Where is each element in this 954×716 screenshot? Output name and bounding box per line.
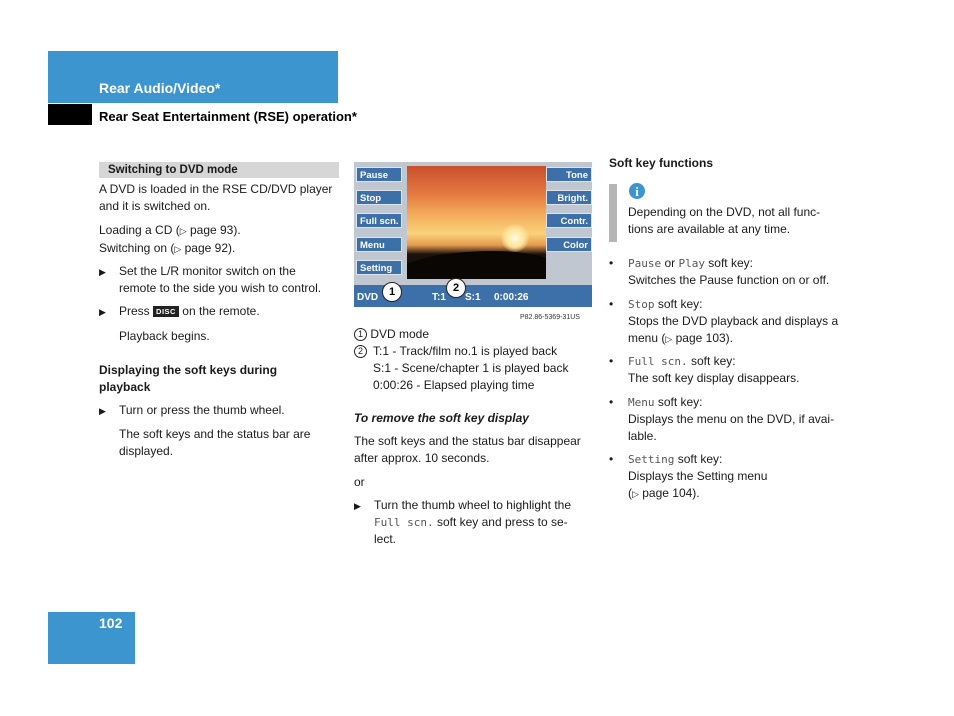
legend-number: 2 — [354, 345, 367, 358]
legend-item-2: 2 T:1 - Track/film no.1 is played back S:1 - Scene/chapter 1 is played back 0:00:26 - Elapsed playing time — [354, 343, 594, 394]
result-text: The soft keys and the status bar are displayed. — [119, 427, 311, 458]
sunset-video-frame — [407, 166, 546, 279]
list-item: • Menu soft key: Displays the menu on the DVD, if avai- lable. — [609, 395, 835, 443]
list-item: • Setting soft key: Displays the Setting menu (▷ page 104). — [609, 452, 768, 500]
legend-item-1: 1 DVD mode — [354, 326, 429, 343]
list-item: • Full scn. soft key: The soft key display disappears. — [609, 354, 800, 385]
step-arrow-icon: ▶ — [99, 267, 106, 277]
paragraph: A DVD is loaded in the RSE CD/DVD player and it is switched on. — [99, 182, 333, 213]
softkey-pause: Pause — [356, 167, 402, 182]
result-text: Playback begins. — [119, 329, 210, 343]
softkey-color: Color — [546, 237, 592, 252]
page-ref-icon: ▷ — [174, 244, 182, 254]
legend-number: 1 — [354, 328, 367, 341]
softkey-tone: Tone — [546, 167, 592, 182]
bullet-icon: • — [609, 452, 614, 466]
step-arrow-icon: ▶ — [354, 501, 361, 511]
page-number: 102 — [99, 615, 123, 631]
subheading: To remove the soft key display — [354, 411, 529, 425]
bullet-icon: • — [609, 395, 614, 409]
image-reference: P82.86-5369-31US — [520, 314, 580, 321]
paragraph: The soft keys and the status bar disappear after approx. 10 seconds. — [354, 434, 581, 465]
bullet-icon: • — [609, 354, 614, 368]
info-text: Depending on the DVD, not all func- tions are available at any time. — [628, 205, 821, 236]
page-ref-icon: ▷ — [179, 226, 187, 236]
subheading: Soft key functions — [609, 156, 714, 170]
softkey-brightness: Bright. — [546, 190, 592, 205]
softkey-contrast: Contr. — [546, 213, 592, 228]
subheading: Displaying the soft keys during playback — [99, 363, 278, 394]
softkey-stop: Stop — [356, 190, 402, 205]
step-item: ▶ Turn or press the thumb wheel. — [99, 402, 344, 419]
status-scene: S:1 — [465, 292, 481, 303]
softkey-menu: Menu — [356, 237, 402, 252]
callout-1: 1 — [382, 282, 402, 302]
bullet-icon: • — [609, 297, 614, 311]
hill-silhouette — [407, 251, 546, 279]
section-subtitle: Rear Seat Entertainment (RSE) operation* — [99, 109, 357, 124]
step-arrow-icon: ▶ — [99, 307, 106, 317]
or-text: or — [354, 475, 365, 489]
page-ref-icon: ▷ — [665, 334, 673, 344]
step-arrow-icon: ▶ — [99, 406, 106, 416]
disc-button-icon: DISC — [153, 306, 179, 317]
softkey-full-screen: Full scn. — [356, 213, 402, 228]
status-time: 0:00:26 — [494, 292, 529, 303]
chapter-title: Rear Audio/Video* — [99, 80, 221, 96]
bullet-icon: • — [609, 256, 614, 270]
step-item: ▶ Press DISC on the remote. — [99, 303, 344, 320]
page-ref-icon: ▷ — [632, 489, 639, 499]
rse-screen-illustration — [354, 162, 592, 307]
section-title: Switching to DVD mode — [108, 164, 238, 176]
softkey-setting: Setting — [356, 260, 402, 275]
sun-graphic — [501, 224, 529, 252]
status-mode: DVD — [357, 292, 379, 303]
svg-text:i: i — [635, 184, 639, 199]
callout-2: 2 — [446, 278, 466, 298]
paragraph-references: Loading a CD (▷ page 93). Switching on (▷ page 92). — [99, 223, 241, 255]
subheader-marker — [48, 104, 92, 125]
list-item: • Stop soft key: Stops the DVD playback and displays a menu (▷ page 103). — [609, 297, 839, 345]
step-item: ▶ Turn the thumb wheel to highlight the Full scn. soft key and press to se- lect. — [354, 498, 572, 546]
info-icon — [628, 182, 648, 202]
info-box-bar — [609, 184, 617, 242]
step-item: ▶ Set the L/R monitor switch on the remote to the side you wish to control. — [99, 264, 322, 295]
status-track: T:1 — [432, 292, 446, 303]
list-item: • Pause or Play soft key: Switches the Pause function on or off. — [609, 256, 830, 287]
